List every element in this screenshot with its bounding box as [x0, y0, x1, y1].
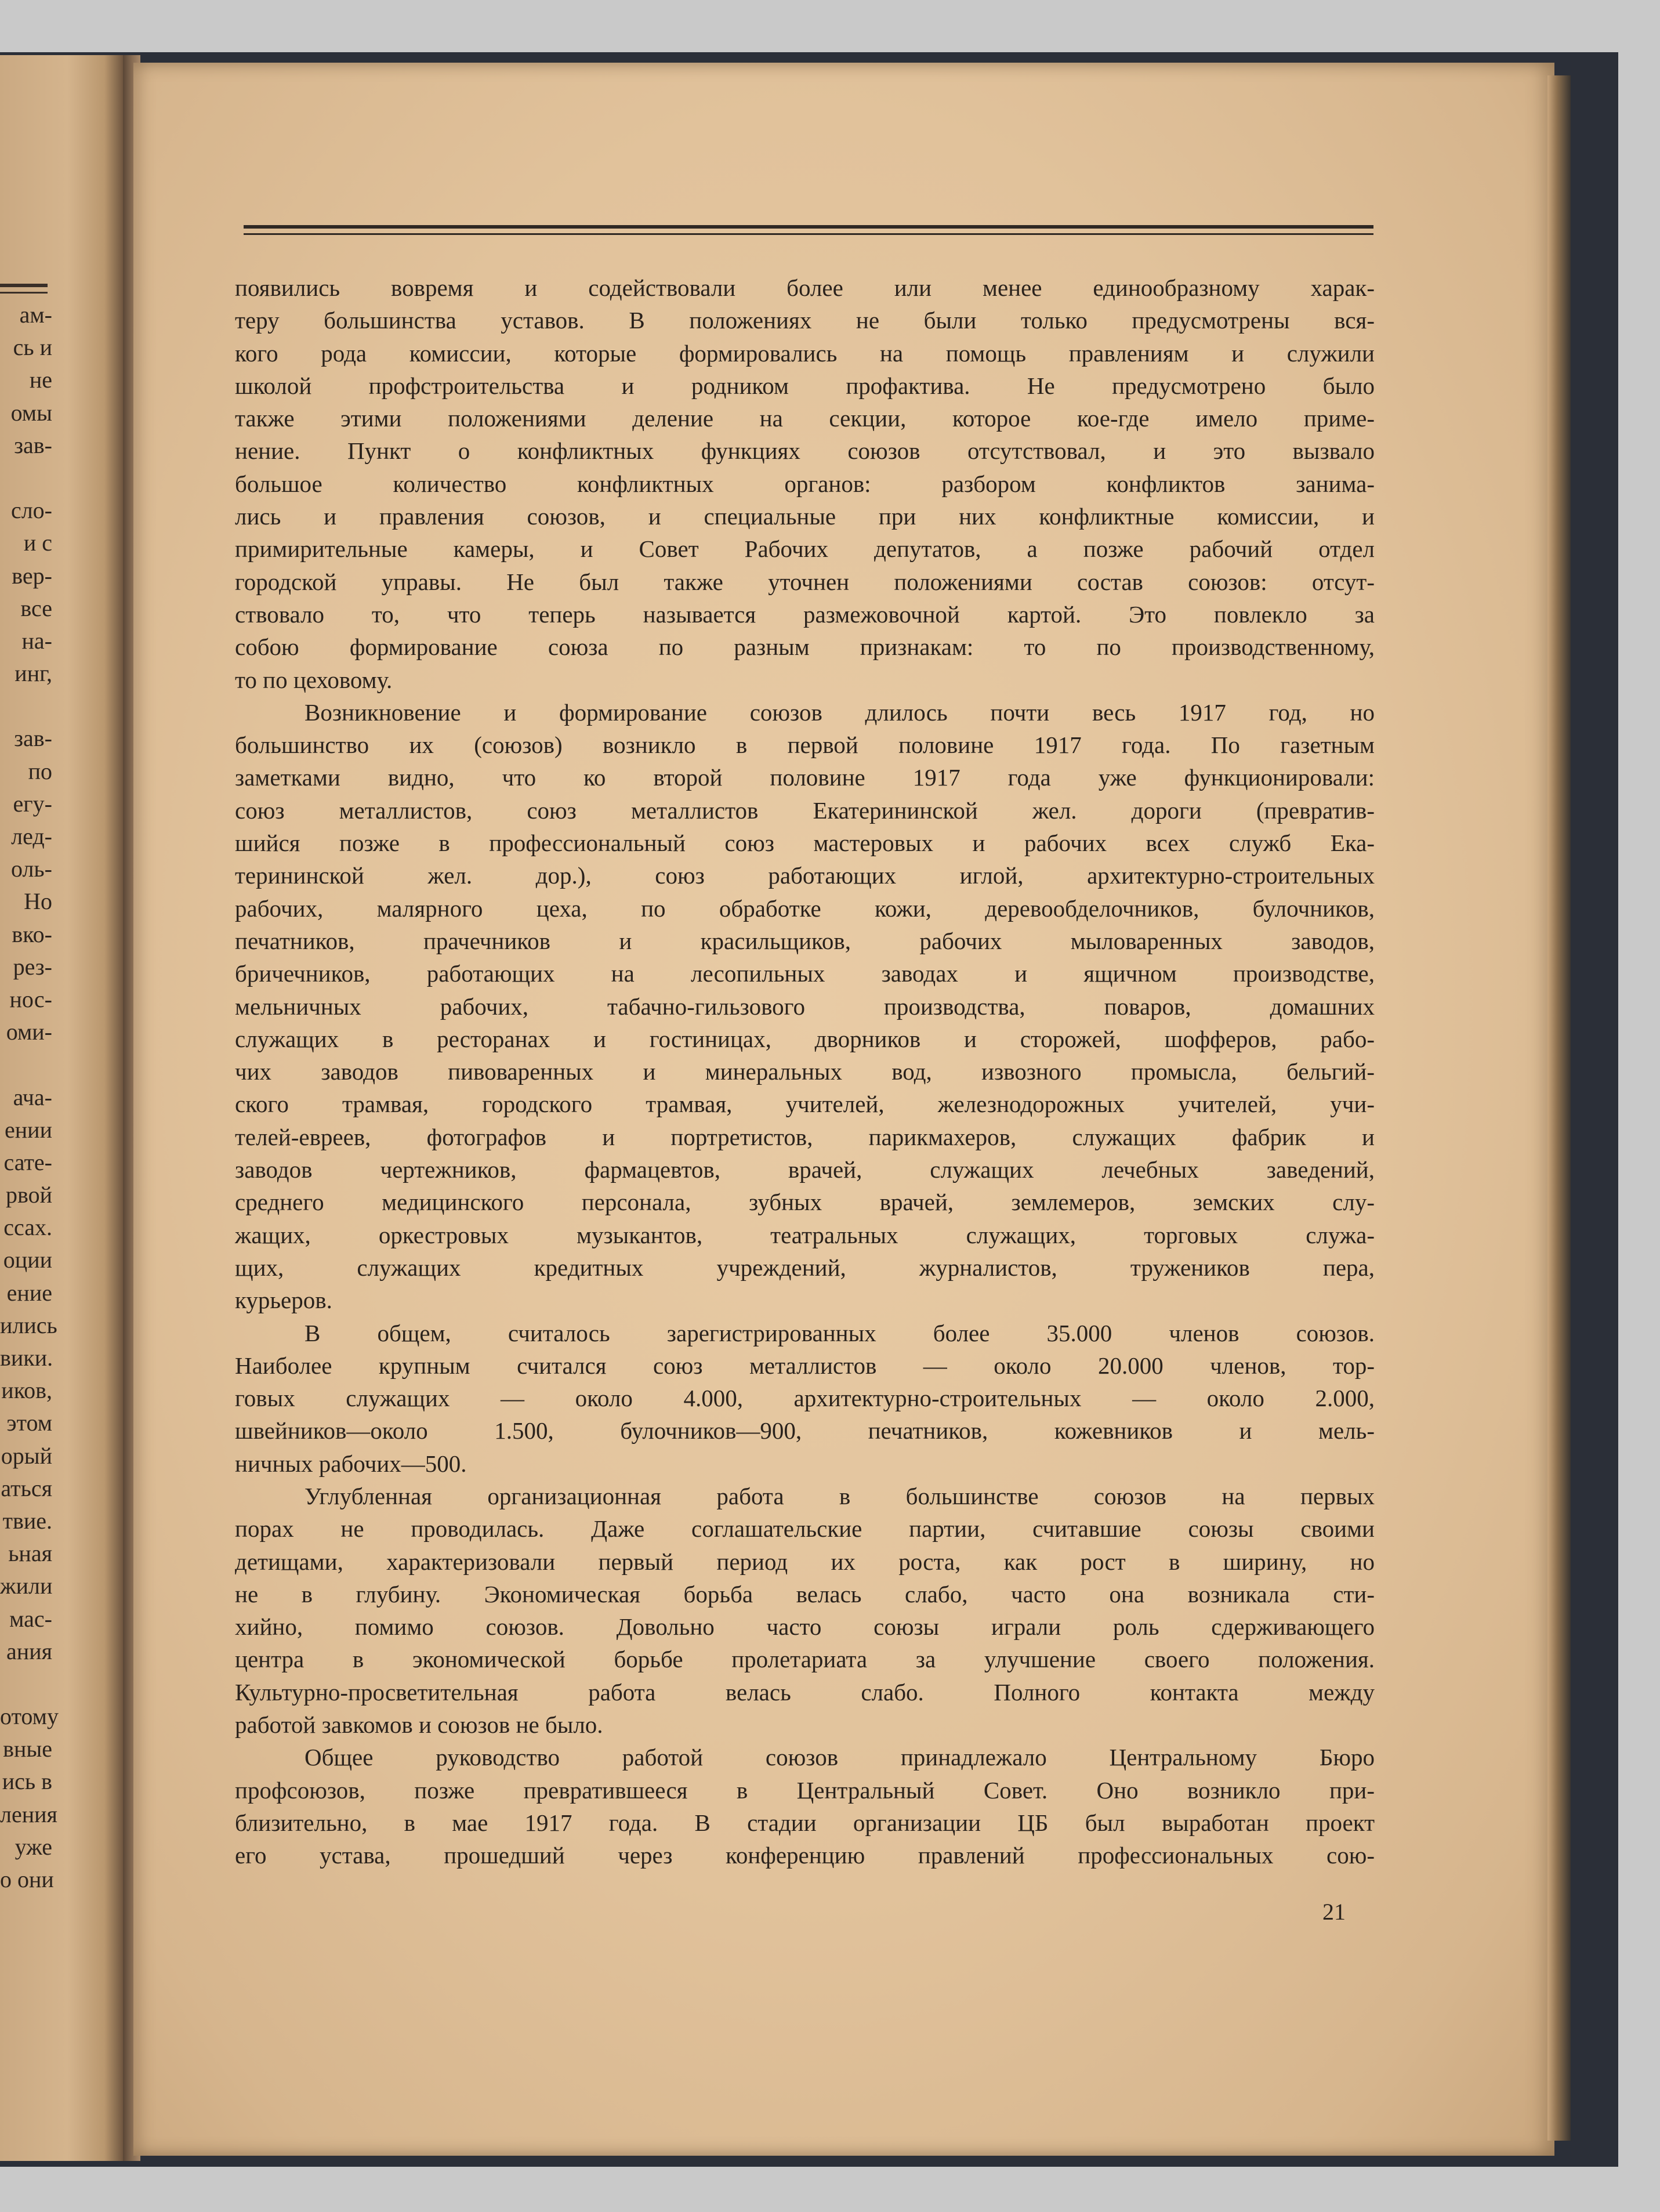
header-rule [244, 225, 1373, 229]
left-page-fragment: отому [0, 1703, 59, 1730]
left-page-fragment: ение [6, 1279, 52, 1306]
left-page-fragment: не [29, 367, 52, 393]
text-line: школой профстроительства и родником профактива. Не предусмотрено было [235, 372, 1375, 399]
left-page-fragment: этом [6, 1410, 52, 1436]
header-rule-thin [244, 233, 1373, 235]
left-page-fragment: вер- [12, 562, 52, 589]
page-edge [1547, 75, 1571, 2141]
left-page-fragment: ении [5, 1116, 52, 1143]
left-page-fragment: егу- [13, 790, 52, 817]
text-line: курьеров. [235, 1287, 332, 1314]
left-page-fragment: ьная [8, 1540, 52, 1567]
text-line: кого рода комиссии, которые формировались на помощь правлениям и служили [235, 339, 1375, 367]
text-line: шийся позже в профессиональный союз мастеровых и рабочих всех служб Ека- [235, 830, 1375, 857]
left-page-fragment: нос- [9, 986, 52, 1012]
text-line: бричечников, работающих на лесопильных заводах и ящичном производстве, [235, 960, 1375, 987]
left-page-fragment: ись в [2, 1768, 52, 1795]
text-line: ничных рабочих—500. [235, 1450, 467, 1477]
left-page-fragment: лед- [11, 823, 52, 849]
left-page-fragment: по [28, 758, 52, 784]
text-line: профсоюзов, позже превратившееся в Центральный Совет. Оно возникло при- [235, 1776, 1375, 1804]
text-line: лись и правления союзов, и специальные при них конфликтные комиссии, и [235, 503, 1375, 530]
text-line: чих заводов пивоваренных и минеральных вод, извозного промысла, бельгий- [235, 1058, 1375, 1085]
left-page-fragment: аться [1, 1475, 52, 1501]
left-page-fragment: вко- [12, 921, 52, 947]
left-page-fragment: ссах. [3, 1214, 52, 1241]
text-line: Возникновение и формирование союзов длилось почти весь 1917 год, но [305, 698, 1375, 726]
left-page-fragment: ания [6, 1638, 52, 1664]
text-line: его устава, прошедший через конференцию правлений профессиональных сою- [235, 1842, 1375, 1869]
text-line: близительно, в мае 1917 года. В стадии организации ЦБ был выработан проект [235, 1809, 1375, 1836]
left-page-fragment [0, 1668, 52, 1700]
left-page-fragment: на- [21, 627, 52, 654]
left-page-fragment: ились [0, 1312, 57, 1338]
text-line: порах не проводилась. Даже соглашательские партии, считавшие союзы своими [235, 1515, 1375, 1543]
left-page-fragment: Но [24, 888, 52, 915]
text-line: говых служащих — около 4.000, архитектурно-строительных — около 2.000, [235, 1385, 1375, 1412]
left-page-fragment: мас- [9, 1605, 52, 1632]
text-line: то по цеховому. [235, 666, 393, 693]
text-line: печатников, прачечников и красильщиков, рабочих мыловаренных заводов, [235, 927, 1375, 954]
left-page-fragment: твие. [2, 1507, 52, 1534]
page-number: 21 [1322, 1899, 1346, 1925]
text-line: также этими положениями деление на секции, которое кое-где имело приме- [235, 405, 1375, 432]
text-line: Культурно-просветительная работа велась слабо. Полного контакта между [235, 1678, 1375, 1706]
text-line: теру большинства уставов. В положениях не были только предусмотрены вся- [235, 307, 1375, 334]
text-line: детищами, характеризовали первый период их роста, как рост в ширину, но [235, 1548, 1375, 1575]
left-page-fragment: уже [15, 1833, 52, 1860]
left-page-fragment: зав- [14, 432, 52, 458]
text-line: Общее руководство работой союзов принадлежало Центральному Бюро [305, 1744, 1375, 1771]
text-line: телей-евреев, фотографов и портретистов, парикмахеров, служащих фабрик и [235, 1123, 1375, 1150]
text-line: Углубленная организационная работа в большинстве союзов на первых [305, 1482, 1375, 1509]
left-page-fragment [0, 462, 52, 494]
left-page-fragment: сь и [13, 334, 52, 361]
text-line: рабочих, малярного цеха, по обработке кожи, деревообделочников, булочников, [235, 895, 1375, 922]
left-page-fragment: о они [0, 1866, 54, 1892]
left-page-fragment: сло- [10, 497, 52, 524]
text-line: центра в экономической борьбе пролетариата за улучшение своего положения. [235, 1646, 1375, 1673]
left-page-fragment: рвой [5, 1182, 52, 1208]
left-page-fragment: орый [1, 1442, 52, 1469]
text-line: В общем, считалось зарегистрированных более 35.000 членов союзов. [305, 1319, 1375, 1346]
page-body-text [235, 271, 1375, 1872]
left-page-fragment: рез- [13, 953, 52, 980]
text-line: ского трамвая, городского трамвая, учителей, железнодорожных учителей, учи- [235, 1091, 1375, 1118]
left-page-fragment: инг, [15, 660, 52, 687]
text-line: хийно, помимо союзов. Довольно часто союзы играли роль сдерживающего [235, 1613, 1375, 1641]
text-line: нение. Пункт о конфликтных функциях союзов отсутствовал, и это вызвало [235, 437, 1375, 465]
text-line: собою формирование союза по разным признакам: то по производственному, [235, 633, 1375, 661]
left-page-fragment: ам- [19, 302, 52, 328]
text-line: появились вовремя и содействовали более или менее единообразному харак- [235, 274, 1375, 301]
text-line: работой завкомов и союзов не было. [235, 1711, 603, 1739]
left-page-fragment [0, 690, 52, 722]
text-line: примирительные камеры, и Совет Рабочих депутатов, а позже рабочий отдел [235, 535, 1375, 563]
left-page-fragment: сате- [3, 1149, 52, 1175]
left-page-fragment: вные [3, 1736, 52, 1762]
left-page-fragment [0, 1048, 52, 1081]
left-page-fragment: ача- [13, 1084, 52, 1110]
text-line: союз металлистов, союз металлистов Екатерининской жел. дороги (превратив- [235, 797, 1375, 824]
text-line: не в глубину. Экономическая борьба велась слабо, часто она возникала сти- [235, 1580, 1375, 1608]
left-page-fragment: оции [3, 1247, 52, 1273]
text-line: швейников—около 1.500, булочников—900, печатников, кожевников и мель- [235, 1417, 1375, 1445]
text-line: мельничных рабочих, табачно-гильзового производства, поваров, домашних [235, 993, 1375, 1020]
left-page-fragment: омы [10, 399, 52, 426]
left-page-fragment: все [20, 595, 52, 621]
text-line: Наиболее крупным считался союз металлистов — около 20.000 членов, тор- [235, 1352, 1375, 1379]
left-page-rule [0, 284, 48, 287]
text-line: ствовало то, что теперь называется размежовочной картой. Это повлекло за [235, 600, 1375, 628]
left-page [0, 55, 123, 2161]
text-line: большинство их (союзов) возникло в первой половине 1917 года. По газетным [235, 732, 1375, 759]
left-page-fragment: и с [23, 530, 52, 556]
text-line: жащих, оркестровых музыкантов, театральных служащих, торговых служа- [235, 1221, 1375, 1248]
text-line: заметками видно, что ко второй половине 1917 года уже функционировали: [235, 764, 1375, 791]
left-page-fragment: зав- [14, 725, 52, 752]
text-line: среднего медицинского персонала, зубных врачей, землемеров, земских слу- [235, 1189, 1375, 1216]
left-page-fragment: вики. [0, 1345, 53, 1371]
text-line: щих, служащих кредитных учреждений, журналистов, тружеников пера, [235, 1254, 1375, 1281]
text-line: городской управы. Не был также уточнен положениями состав союзов: отсут- [235, 568, 1375, 595]
text-line: заводов чертежников, фармацевтов, врачей, служащих лечебных заведений, [235, 1156, 1375, 1183]
left-page-text [0, 299, 59, 1896]
left-page-rule-thin [0, 292, 48, 294]
text-line: служащих в ресторанах и гостиницах, дворников и сторожей, шофферов, рабо- [235, 1025, 1375, 1052]
left-page-fragment: ления [0, 1801, 57, 1827]
text-line: большое количество конфликтных органов: разбором конфликтов занима- [235, 470, 1375, 497]
left-page-fragment: жили [0, 1573, 53, 1599]
left-page-fragment: оми- [6, 1019, 52, 1045]
left-page-fragment: оль- [11, 856, 52, 882]
text-line: терининской жел. дор.), союз работающих иглой, архитектурно-строительных [235, 862, 1375, 889]
left-page-fragment: иков, [1, 1377, 52, 1404]
